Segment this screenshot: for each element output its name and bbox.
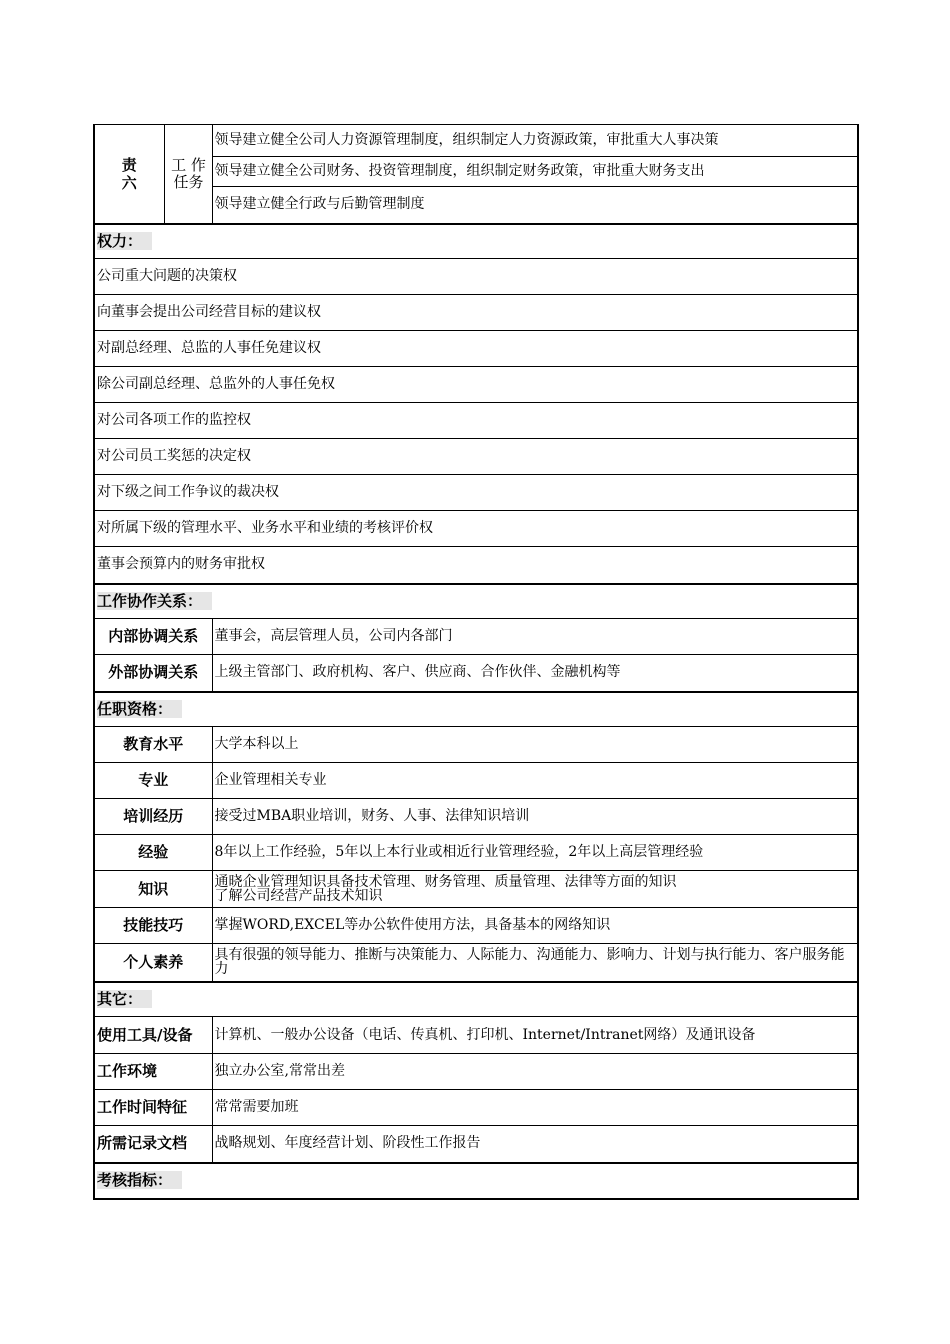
other-label: 所需记录文档 [94,1126,212,1163]
task-label-text: 工 作 任务 [171,155,206,191]
powers-heading [94,224,858,259]
relation-label: 内部协调关系 [94,619,212,655]
qualifications-heading [94,692,858,727]
power-item-text: 除公司副总经理、总监外的人事任免权 [97,376,335,392]
duty-six-text: 责 六 [121,155,137,192]
duty-item [212,187,858,224]
power-item [94,439,858,475]
qualification-value: 掌握WORD,EXCEL等办公软件使用方法，具备基本的网络知识 [212,908,858,944]
duty-item-text: 领导建立健全行政与后勤管理制度 [214,196,425,213]
duty-item-text: 领导建立健全公司人力资源管理制度，组织制定人力资源政策，审批重大人事决策 [214,132,719,148]
relations-heading-text: 工作协作关系： [97,592,212,610]
other-label: 工作环境 [94,1054,212,1090]
knowledge-line-1: 通晓企业管理知识具备技术管理、财务管理、质量管理、法律等方面的知识 [214,874,677,890]
duty-item [212,157,858,187]
other-value: 战略规划、年度经营计划、阶段性工作报告 [212,1126,858,1163]
job-description-table [93,124,857,1200]
qualification-label: 经验 [94,835,212,871]
power-item-text: 对所属下级的管理水平、业务水平和业绩的考核评价权 [97,520,433,536]
relation-value: 上级主管部门、政府机构、客户、供应商、合作伙伴、金融机构等 [212,655,858,692]
other-label: 工作时间特征 [94,1090,212,1126]
power-item [94,547,858,584]
power-item-text: 向董事会提出公司经营目标的建议权 [97,304,321,320]
other-label: 使用工具/设备 [94,1017,212,1054]
qualification-label: 教育水平 [94,727,212,763]
job-table [93,124,859,1200]
task-label [164,125,212,224]
power-item-text: 对副总经理、总监的人事任免建议权 [97,340,321,356]
assessment-heading-text: 考核指标： [97,1171,182,1189]
qualification-value: 8年以上工作经验，5年以上本行业或相近行业管理经验，2年以上高层管理经验 [212,835,858,871]
other-heading [94,982,858,1017]
qualification-value: 具有很强的领导能力、推断与决策能力、人际能力、沟通能力、影响力、计划与执行能力、客户服务能力 [212,944,858,982]
qualification-value: 大学本科以上 [212,727,858,763]
power-item [94,367,858,403]
qualification-value [212,871,858,908]
power-item-text: 对下级之间工作争议的裁决权 [97,484,279,500]
power-item [94,403,858,439]
duty-item [212,125,858,157]
power-item-text: 董事会预算内的财务审批权 [97,556,265,573]
duty-six-label [94,125,164,224]
power-item [94,295,858,331]
assessment-heading [94,1163,858,1199]
power-item-text: 公司重大问题的决策权 [97,268,237,284]
qualification-value: 企业管理相关专业 [212,763,858,799]
qualification-label: 个人素养 [94,944,212,982]
knowledge-line-2: 了解公司经营产品技术知识 [214,888,383,904]
qualification-label: 知识 [94,871,212,908]
qualification-label: 技能技巧 [94,908,212,944]
relations-heading [94,584,858,619]
power-item-text: 对公司各项工作的监控权 [97,412,251,428]
power-item [94,331,858,367]
power-item [94,475,858,511]
relation-label: 外部协调关系 [94,655,212,692]
qualification-value: 接受过MBA职业培训，财务、人事、法律知识培训 [212,799,858,835]
powers-heading-text: 权力： [97,232,152,250]
qualification-label: 专业 [94,763,212,799]
other-value: 独立办公室,常常出差 [212,1054,858,1090]
qualification-label: 培训经历 [94,799,212,835]
other-value: 计算机、一般办公设备（电话、传真机、打印机、Internet/Intranet网络）及通讯设备 [212,1017,858,1054]
power-item-text: 对公司员工奖惩的决定权 [97,448,251,464]
duty-item-text: 领导建立健全公司财务、投资管理制度，组织制定财务政策，审批重大财务支出 [214,163,705,179]
power-item [94,259,858,295]
qualifications-heading-text: 任职资格： [97,700,182,718]
power-item [94,511,858,547]
relation-value: 董事会，高层管理人员，公司内各部门 [212,619,858,655]
other-heading-text: 其它： [97,990,152,1008]
other-value: 常常需要加班 [212,1090,858,1126]
